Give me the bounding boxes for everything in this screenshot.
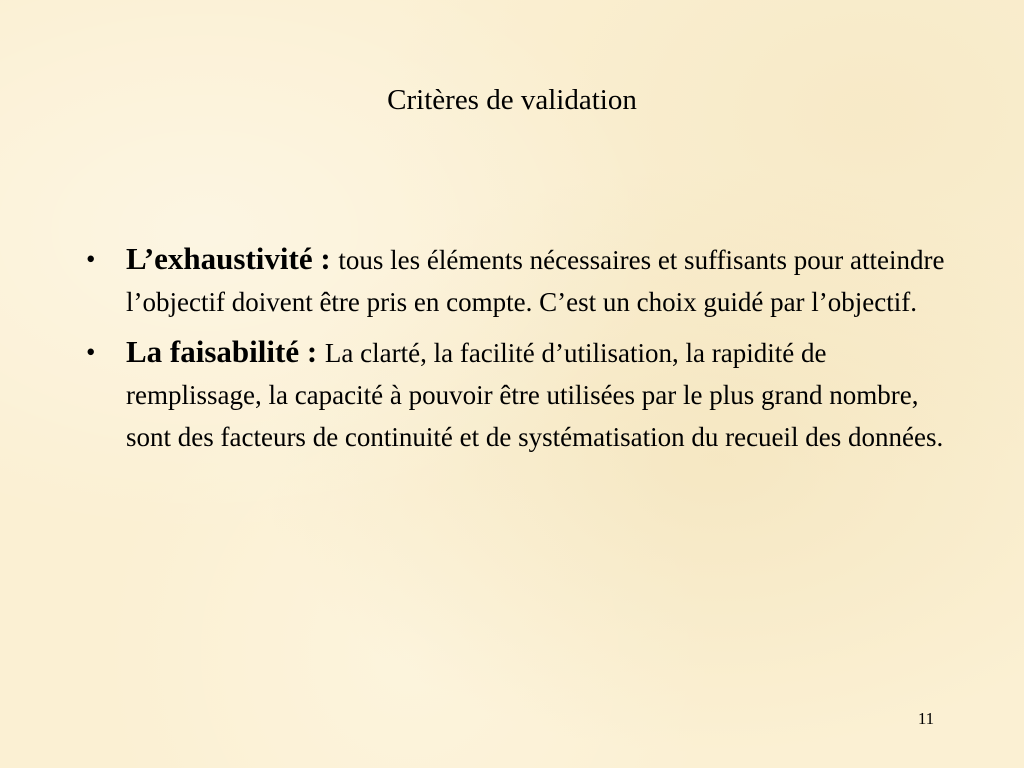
page-number: 11 bbox=[917, 709, 935, 728]
bullet-list bbox=[86, 238, 946, 466]
bullet-item-faisabilite bbox=[86, 331, 946, 458]
bullet-text: La clarté, la facilité d’utilisation, la rapidité de remplissage, la capacité à pouvoir être utilisées par le plus grand nombre, sont des facteurs de continuité et de systématisation du recueil des données. bbox=[126, 338, 944, 452]
slide-title: Critères de validation bbox=[387, 84, 637, 116]
bullet-glyph: • bbox=[86, 244, 96, 274]
bullet-item-exhaustivite bbox=[86, 238, 946, 323]
bullet-term: L’exhaustivité : bbox=[126, 241, 339, 276]
bullet-text: tous les éléments nécessaires et suffisants pour atteindre l’objectif doivent être pris en compte. C’est un choix guidé par l’objectif. bbox=[126, 245, 945, 317]
bullet-glyph: • bbox=[86, 337, 96, 367]
bullet-term: La faisabilité : bbox=[126, 334, 325, 369]
